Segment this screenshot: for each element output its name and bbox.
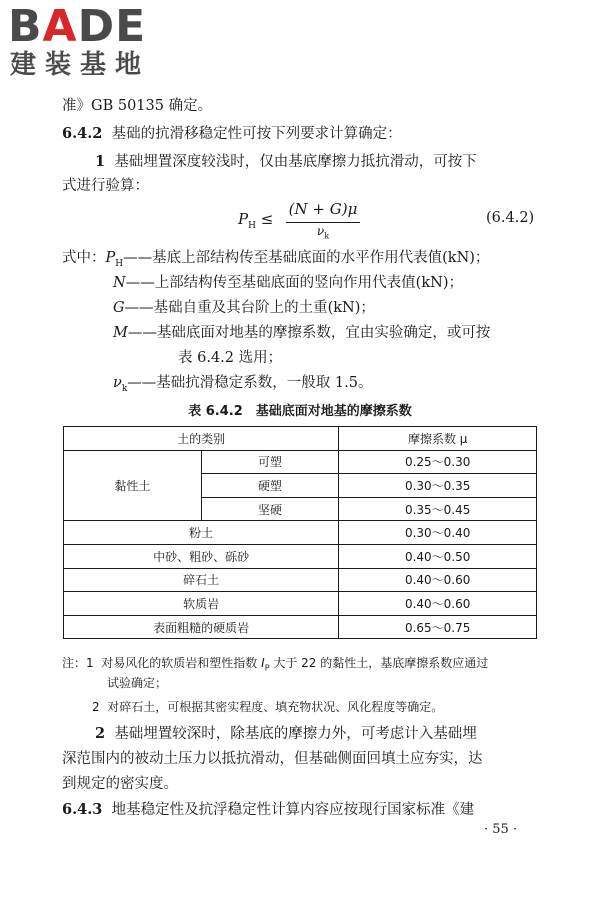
fraction-bar [286,222,360,223]
item-1-line-2: 式进行验算： [62,178,149,194]
section-6-4-2-heading: 6.4.2 基础的抗滑移稳定性可按下列要求计算确定： [62,125,402,142]
section-6-4-3-heading: 6.4.3 地基稳定性及抗浮稳定性计算内容应按现行国家标准《建 [62,801,475,818]
table-note-1: 注：1 对易风化的软质岩和塑性指数 $I_P$ 大于 22 的黏性土，基底摩擦系数应通过 [62,656,489,673]
value-cell: 0.30～0.35 [339,474,537,498]
type-cell: 表面粗糙的硬质岩 [64,615,339,639]
logo-wordmark: BADE [8,1,147,52]
value-cell: 0.30～0.40 [339,521,537,545]
friction-coefficient-table [63,426,537,639]
table-row [64,592,537,616]
type-cell: 粉土 [64,521,339,545]
continued-line: 准》GB 50135 确定。 [62,98,213,114]
sub-type-cell: 硬塑 [201,474,339,498]
group-label-cell: 黏性土 [64,450,202,521]
table-row [64,568,537,592]
table-title: 表 6.4.2 基础底面对地基的摩擦系数 [188,404,412,419]
type-cell: 碎石土 [64,568,339,592]
formula-lhs: $P_H$ ≤ [238,210,274,231]
table-row [64,521,537,545]
table-row [64,544,537,568]
sub-type-cell: 可塑 [201,450,339,474]
sub-type-cell: 坚硬 [201,497,339,521]
formula-6-4-2 [238,200,378,244]
table-row [64,450,537,474]
item-2-line-1: 2 基础埋置较深时，除基底的摩擦力外，可考虑计入基础埋 [95,725,477,742]
type-cell: 软质岩 [64,592,339,616]
item-2-line-2: 深范围内的被动土压力以抵抗滑动，但基础侧面回填土应夯实，达 [62,751,483,767]
brand-logo [8,1,151,80]
value-cell: 0.35～0.45 [339,497,537,521]
definition-row: 式中：$P_H——$基底上部结构传至基础底面的水平作用代表值(kN)； [62,250,490,269]
value-cell: 0.40～0.60 [339,568,537,592]
header-soil-type: 土的类别 [64,427,339,451]
header-friction-coefficient: 摩擦系数 μ [339,427,537,451]
formula-denominator: $\nu_k$ [316,224,330,241]
type-cell: 中砂、粗砂、砾砂 [64,544,339,568]
value-cell: 0.40～0.50 [339,544,537,568]
logo-subtitle: 建装基地 [10,50,151,80]
table-row [64,615,537,639]
definition-row: G——基础自重及其台阶上的土重(kN)； [113,300,375,316]
item-1-line-1: 1 基础埋置深度较浅时，仅由基底摩擦力抵抗滑动，可按下 [95,153,477,170]
value-cell: 0.25～0.30 [339,450,537,474]
page-number: · 55 · [484,822,518,837]
value-cell: 0.40～0.60 [339,592,537,616]
table-header-row [64,427,537,451]
equation-number: (6.4.2) [486,210,535,226]
definition-continuation: 表 6.4.2 选用； [178,350,283,366]
definition-row: M——基础底面对地基的摩擦系数，宜由实验确定，或可按 [113,325,491,341]
value-cell: 0.65～0.75 [339,615,537,639]
formula-numerator: (N + G)μ [288,200,358,218]
definition-row: $\nu_k——$基础抗滑稳定系数，一般取 1.5。 [113,375,373,394]
table-note-2: 2 对碎石土，可根据其密实程度、填充物状况、风化程度等确定。 [92,700,444,714]
item-2-line-3: 到规定的密实度。 [62,776,178,792]
definition-row: N——上部结构传至基础底面的竖向作用代表值(kN)； [113,275,463,291]
table-note-1-cont: 试验确定； [107,676,168,690]
